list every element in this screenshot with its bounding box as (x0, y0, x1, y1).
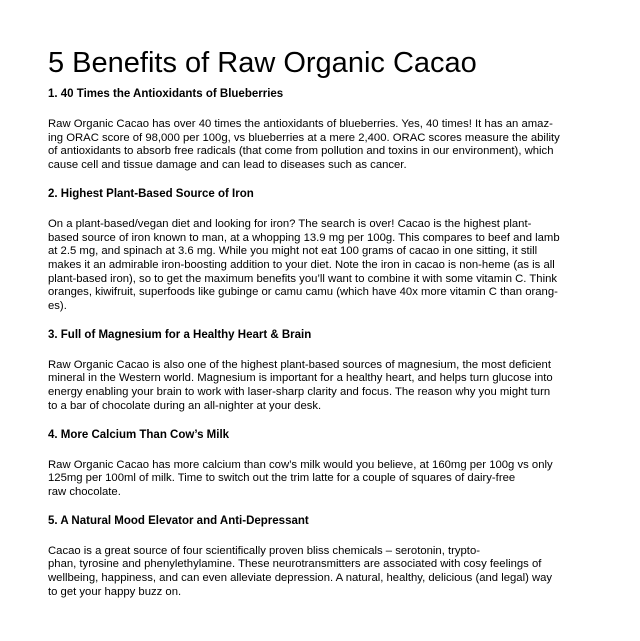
paragraph-line: plant-based iron), so to get the maximum benefits you’ll want to combine it with some vitamin C. Think (48, 272, 558, 285)
sections-list (48, 88, 608, 599)
paragraph-line: based source of iron known to man, at a whopping 13.9 mg per 100g. This compares to beef and lamb (48, 231, 560, 244)
paragraph-line: On a plant-based/vegan diet and looking for iron? The search is over! Cacao is the highest plant- (48, 217, 532, 230)
section-heading: 3. Full of Magnesium for a Healthy Heart & Brain (48, 328, 312, 341)
paragraph-line: oranges, kiwifruit, superfoods like gubinge or camu camu (which have 40x more vitamin C than orang- (48, 286, 558, 299)
paragraph-line: 125mg per 100ml of milk. Time to switch out the trim latte for a couple of squares of dairy-free (48, 472, 516, 485)
paragraph-line: to get your happy buzz on. (48, 585, 182, 598)
section-paragraph (48, 459, 608, 500)
section-paragraph (48, 359, 608, 414)
paragraph-line: at 2.5 mg, and spinach at 3.6 mg. While you might not eat 100 grams of cacao in one sitting, it still (48, 245, 538, 258)
document-page (48, 46, 608, 599)
section-iron (48, 188, 608, 314)
section-calcium (48, 429, 608, 500)
section-heading: 2. Highest Plant-Based Source of Iron (48, 187, 254, 200)
section-paragraph (48, 545, 608, 600)
paragraph-line: wellbeing, happiness, and can even alleviate depression. A natural, healthy, delicious (and legal) way (48, 572, 553, 585)
paragraph-line: es). (48, 300, 67, 313)
paragraph-line: phan, tyrosine and phenylethylamine. These neurotransmitters are associated with cosy feelings of (48, 558, 542, 571)
paragraph-line: to a bar of chocolate during an all-nighter at your desk. (48, 399, 322, 412)
page-title: 5 Benefits of Raw Organic Cacao (48, 47, 477, 79)
paragraph-line: Raw Organic Cacao is also one of the highest plant-based sources of magnesium, the most deficient (48, 358, 551, 371)
section-heading: 1. 40 Times the Antioxidants of Blueberries (48, 88, 284, 100)
paragraph-line: raw chocolate. (48, 485, 121, 498)
section-magnesium (48, 329, 608, 414)
section-heading: 4. More Calcium Than Cow’s Milk (48, 428, 230, 441)
paragraph-line: Cacao is a great source of four scientifically proven bliss chemicals – serotonin, trypto- (48, 544, 480, 557)
section-antioxidants (48, 88, 608, 173)
paragraph-line: mineral in the Western world. Magnesium is important for a healthy heart, and helps turn glucose into (48, 372, 553, 385)
paragraph-line: makes it an admirable iron-boosting addition to your diet. Note the iron in cacao is non-heme (as is all (48, 258, 555, 271)
section-paragraph (48, 218, 608, 314)
section-heading: 5. A Natural Mood Elevator and Anti-Depressant (48, 514, 309, 527)
paragraph-line: ing ORAC score of 98,000 per 100g, vs blueberries at a mere 2,400. ORAC scores measure the ability (48, 131, 560, 144)
paragraph-line: energy enabling your brain to work with laser-sharp clarity and focus. The reason why you might turn (48, 386, 551, 399)
paragraph-line: Raw Organic Cacao has more calcium than cow’s milk would you believe, at 160mg per 100g vs only (48, 458, 553, 471)
section-paragraph (48, 118, 608, 173)
paragraph-line: of antioxidants to absorb free radicals (that come from pollution and toxins in our environment), which (48, 145, 554, 158)
paragraph-line: Raw Organic Cacao has over 40 times the antioxidants of blueberries. Yes, 40 times! It has an amaz- (48, 118, 553, 130)
paragraph-line: cause cell and tissue damage and can lead to diseases such as cancer. (48, 159, 407, 172)
section-mood (48, 515, 608, 600)
